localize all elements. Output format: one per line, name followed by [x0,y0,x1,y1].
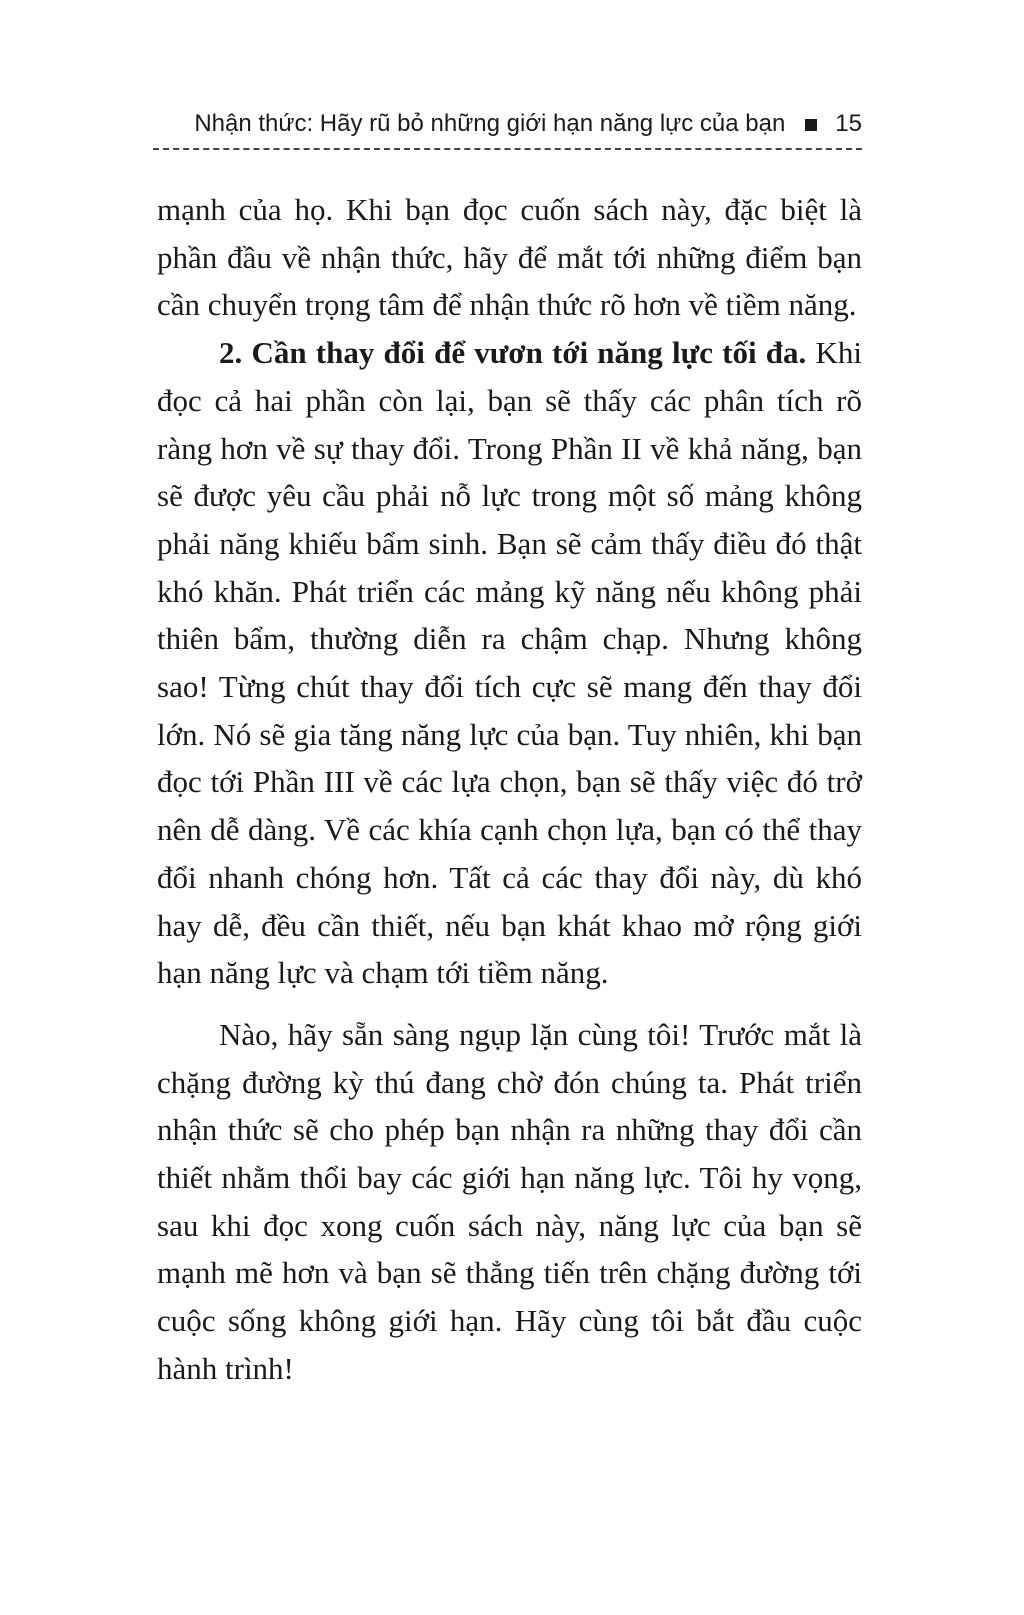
paragraph-change-body: Khi đọc cả hai phần còn lại, bạn sẽ thấy các phân tích rõ ràng hơn về sự thay đổi. Trong Phần II về khả năng, bạn sẽ được yêu cầu phải nỗ lực trong một số mảng không phải năng khiếu bẩm sinh. Bạn sẽ cảm thấy điều đó thật khó khăn. Phát triển các mảng kỹ năng nếu không phải thiên bẩm, thường diễn ra chậm chạp. Nhưng không sao! Từng chút thay đổi tích cực sẽ mang đến thay đổi lớn. Nó sẽ gia tăng năng lực của bạn. Tuy nhiên, khi bạn đọc tới Phần III về các lựa chọn, bạn sẽ thấy việc đó trở nên dễ dàng. Về các khía cạnh chọn lựa, bạn có thể thay đổi nhanh chóng hơn. Tất cả các thay đổi này, dù khó hay dễ, đều cần thiết, nếu bạn khát khao mở rộng giới hạn năng lực và chạm tới tiềm năng. [157,335,862,991]
paragraph-heading: 2. Cần thay đổi để vươn tới năng lực tối đa. [219,335,807,371]
running-title: Nhận thức: Hãy rũ bỏ những giới hạn năng lực của bạn [194,110,786,137]
running-header [153,104,862,144]
paragraph-closing: Nào, hãy sẵn sàng ngụp lặn cùng tôi! Trước mắt là chặng đường kỳ thú đang chờ đón chúng ta. Phát triển nhận thức sẽ cho phép bạn nhận ra những thay đổi cần thiết nhằm thổi bay các giới hạn năng lực. Tôi hy vọng, sau khi đọc xong cuốn sách này, năng lực của bạn sẽ mạnh mẽ hơn và bạn sẽ thẳng tiến trên chặng đường tới cuộc sống không giới hạn. Hãy cùng tôi bắt đầu cuộc hành trình! [157,1016,862,1386]
paragraph-continuation: mạnh của họ. Khi bạn đọc cuốn sách này, đặc biệt là phần đầu về nhận thức, hãy để mắt tới những điểm bạn cần chuyển trọng tâm để nhận thức rõ hơn về tiềm năng. [157,192,862,323]
header-divider [153,148,862,150]
square-bullet-icon [805,119,817,131]
paragraph-change [157,329,862,997]
body-text [157,186,862,1393]
page-number: 15 [835,110,862,137]
